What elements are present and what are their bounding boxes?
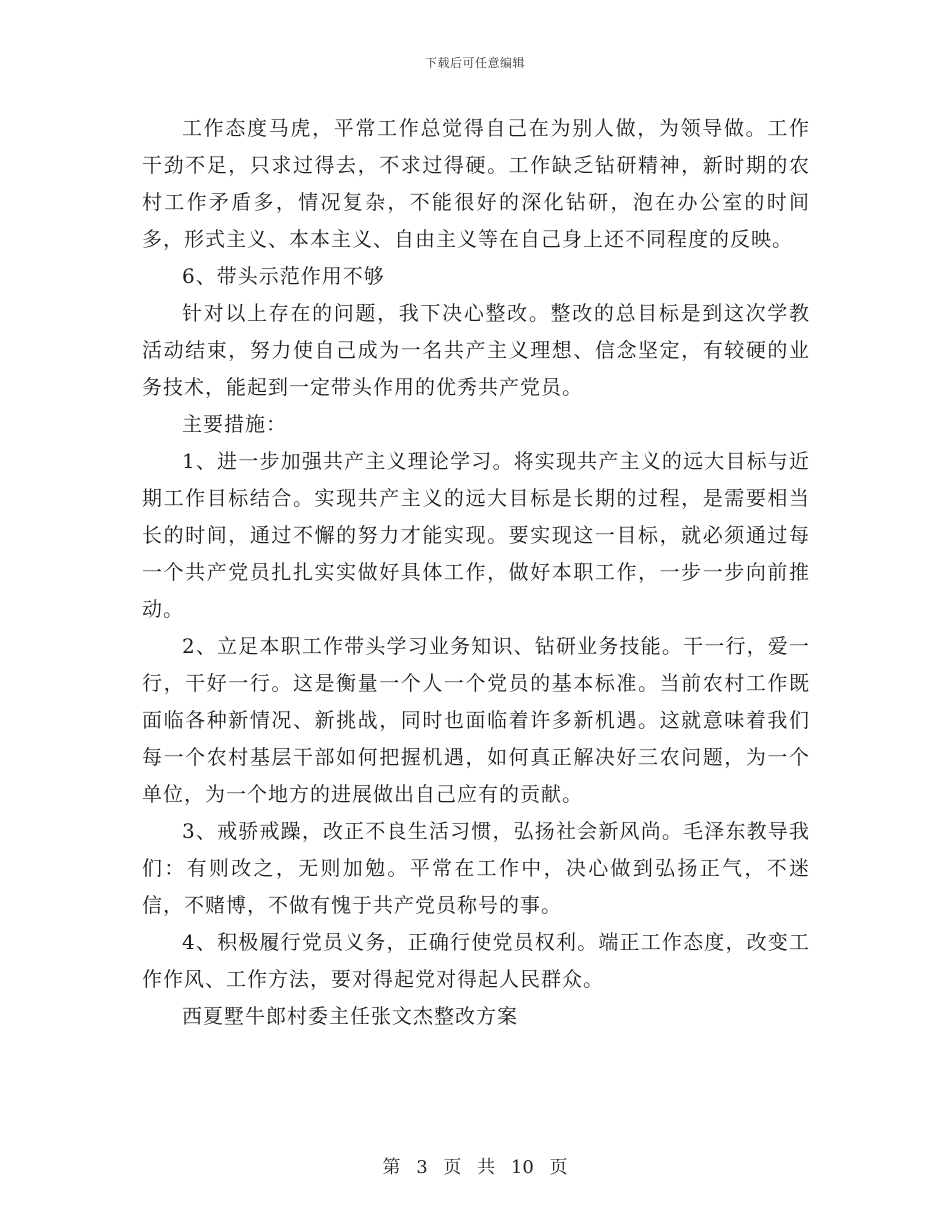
footer-page-number: 3	[416, 1157, 428, 1178]
paragraph-measure-3: 3、戒骄戒躁，改正不良生活习惯，弘扬社会新风尚。毛泽东教导我们：有则改之，无则加勉。平常在工作中，决心做到弘扬正气，不迷信，不赌博，不做有愧于共产党员称号的事。	[142, 819, 810, 917]
paragraph-heading-6: 6、带头示范作用不够	[182, 264, 385, 288]
paragraph-main-measures: 主要措施：	[182, 412, 287, 436]
paragraph-measure-1: 1、进一步加强共产主义理论学习。将实现共产主义的远大目标与近期工作目标结合。实现共产主义的远大目标是长期的过程，是需要相当长的时间，通过不懈的努力才能实现。要实现这一目标，就必须通过每一个共产党员扎扎实实做好具体工作，做好本职工作，一步一步向前推动。	[142, 449, 810, 621]
footer-total-prefix: 共	[477, 1157, 496, 1178]
paragraph-measure-2: 2、立足本职工作带头学习业务知识、钻研业务技能。干一行，爱一行，干好一行。这是衡量一个人一个党员的基本标准。当前农村工作既面临各种新情况、新挑战，同时也面临着许多新机遇。这就意味着我们每一个农村基层干部如何把握机遇，如何真正解决好三农问题，为一个单位，为一个地方的进展做出自己应有的贡献。	[142, 634, 810, 806]
page-footer	[0, 1153, 950, 1179]
paragraph-next-title: 西夏墅牛郎村委主任张文杰整改方案	[182, 1004, 518, 1028]
page-header: 下载后可任意编辑	[424, 56, 525, 70]
footer-prefix: 第	[382, 1157, 401, 1178]
document-body	[142, 110, 810, 1035]
footer-total-pages: 10	[510, 1157, 534, 1178]
paragraph-measure-4: 4、积极履行党员义务，正确行使党员权利。端正工作态度，改变工作作风、工作方法，要对得起党对得起人民群众。	[142, 930, 810, 991]
footer-page-unit: 页	[443, 1157, 462, 1178]
footer-total-unit: 页	[549, 1157, 568, 1178]
paragraph-work-attitude: 工作态度马虎，平常工作总觉得自己在为别人做，为领导做。工作干劲不足，只求过得去，不求过得硬。工作缺乏钻研精神，新时期的农村工作矛盾多，情况复杂，不能很好的深化钻研，泡在办公室的时间多，形式主义、本本主义、自由主义等在自己身上还不同程度的反映。	[142, 116, 810, 251]
paragraph-rectification-goal: 针对以上存在的问题，我下决心整改。整改的总目标是到这次学教活动结束，努力使自己成为一名共产主义理想、信念坚定，有较硬的业务技术，能起到一定带头作用的优秀共产党员。	[142, 301, 810, 399]
